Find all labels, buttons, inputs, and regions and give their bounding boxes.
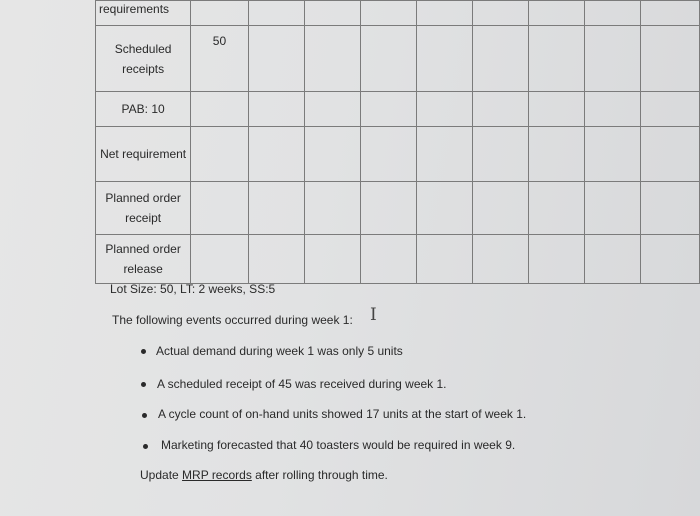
bullet-icon — [141, 382, 146, 387]
cell — [304, 1, 360, 26]
event-item-3: A cycle count of on-hand units showed 17 units at the start of week 1. — [158, 407, 527, 421]
update-suffix: after rolling through time. — [251, 468, 388, 482]
update-instruction — [140, 468, 388, 482]
lot-size-line: Lot Size: 50, LT: 2 weeks, SS:5 — [110, 282, 276, 296]
cell — [472, 127, 528, 182]
cell — [641, 26, 700, 92]
cell — [584, 127, 640, 182]
cell — [360, 92, 416, 127]
cell — [641, 127, 700, 182]
event-item-2: A scheduled receipt of 45 was received during week 1. — [157, 377, 447, 391]
events-title: The following events occurred during week 1: — [112, 313, 353, 327]
cell — [528, 1, 584, 26]
row-net-requirement — [96, 127, 700, 182]
cell — [248, 92, 304, 127]
row-label-net-requirement: Net requirement — [96, 127, 191, 182]
cell — [304, 182, 360, 235]
cell — [584, 92, 640, 127]
cell — [416, 1, 472, 26]
cell — [248, 182, 304, 235]
cell-scheduled-receipts-value: 50 — [191, 26, 248, 92]
cell — [528, 127, 584, 182]
cell — [528, 182, 584, 235]
cell — [472, 26, 528, 92]
cell — [248, 1, 304, 26]
event-item-4: Marketing forecasted that 40 toasters would be required in week 9. — [161, 438, 516, 452]
bullet-icon — [141, 349, 146, 354]
row-requirements — [96, 1, 700, 26]
cell — [416, 182, 472, 235]
cell — [472, 235, 528, 284]
bullet-icon — [143, 444, 148, 449]
cell — [191, 235, 248, 284]
row-label-pab: PAB: 10 — [96, 92, 191, 127]
cell — [360, 1, 416, 26]
cell — [248, 26, 304, 92]
cell — [584, 1, 640, 26]
bullet-icon — [142, 413, 147, 418]
row-pab — [96, 92, 700, 127]
cell — [191, 92, 248, 127]
cell — [584, 26, 640, 92]
cell — [304, 92, 360, 127]
cell — [360, 235, 416, 284]
cell — [304, 26, 360, 92]
row-scheduled-receipts — [96, 26, 700, 92]
cell — [360, 182, 416, 235]
cell — [191, 182, 248, 235]
cell — [416, 127, 472, 182]
cell — [191, 1, 248, 26]
cell — [641, 182, 700, 235]
update-prefix: Update — [140, 468, 183, 482]
cell — [472, 92, 528, 127]
cell — [641, 1, 700, 26]
update-mrp-records: MRP records — [182, 468, 252, 482]
cell — [641, 235, 700, 284]
cell — [472, 1, 528, 26]
cell — [304, 235, 360, 284]
cell — [641, 92, 700, 127]
cell — [416, 26, 472, 92]
cell — [472, 182, 528, 235]
event-item-1: Actual demand during week 1 was only 5 units — [156, 344, 403, 358]
cell — [416, 235, 472, 284]
cell — [304, 127, 360, 182]
row-label-scheduled-receipts: Scheduled receipts — [96, 26, 191, 92]
cell — [528, 26, 584, 92]
cell — [584, 182, 640, 235]
cell — [528, 235, 584, 284]
cell — [584, 235, 640, 284]
cell — [360, 127, 416, 182]
row-label-requirements: requirements — [96, 1, 191, 26]
cell — [416, 92, 472, 127]
mrp-table — [95, 0, 700, 284]
row-label-planned-order-receipt: Planned order receipt — [96, 182, 191, 235]
cell — [528, 92, 584, 127]
text-cursor-icon: I — [370, 305, 377, 325]
cell — [248, 127, 304, 182]
cell — [360, 26, 416, 92]
row-label-planned-order-release: Planned order release — [96, 235, 191, 284]
cell — [248, 235, 304, 284]
row-planned-order-receipt — [96, 182, 700, 235]
row-planned-order-release — [96, 235, 700, 284]
cell — [191, 127, 248, 182]
